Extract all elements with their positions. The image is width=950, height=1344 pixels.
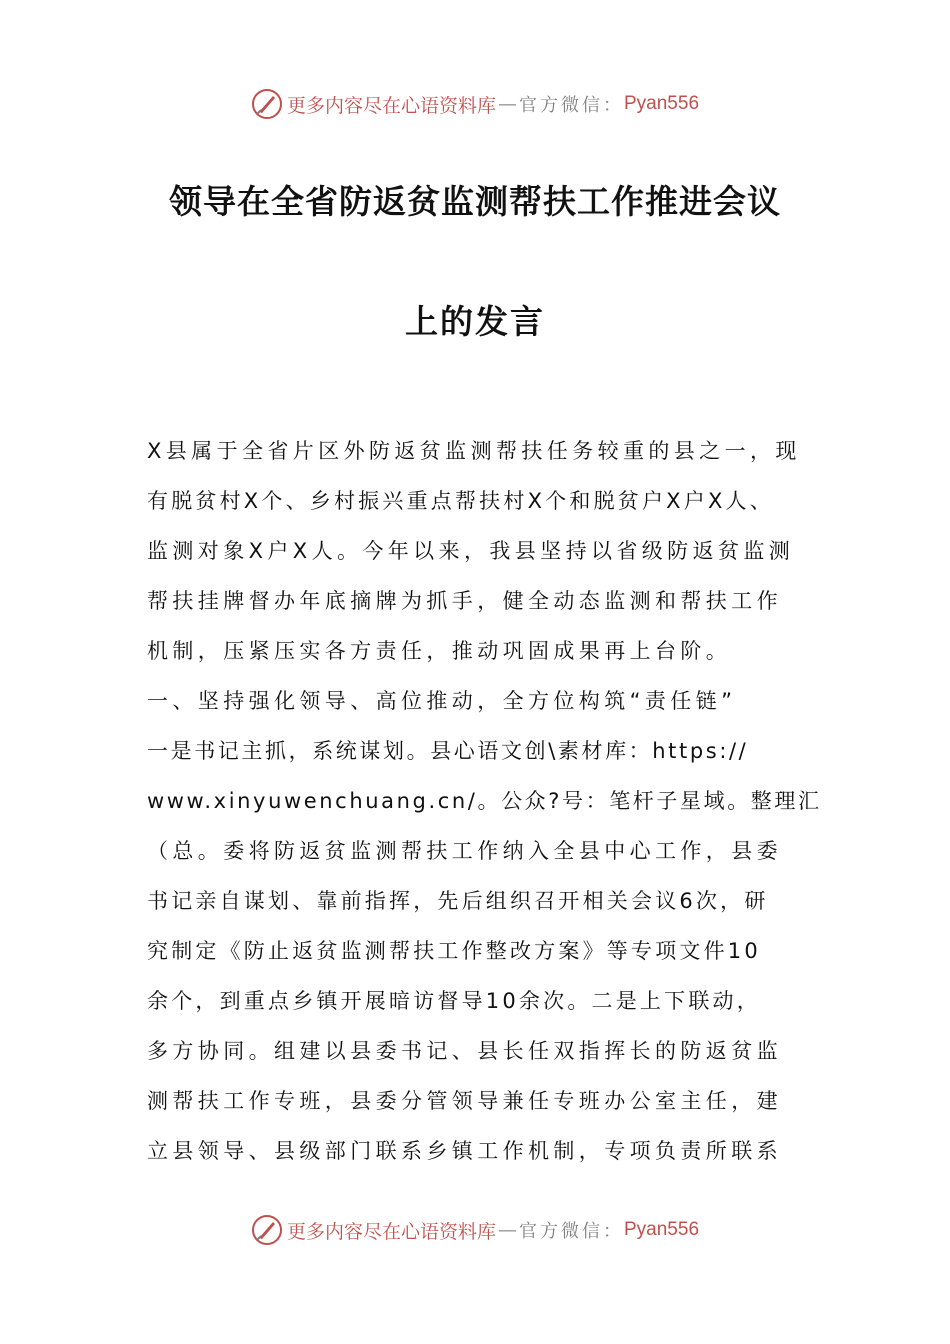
footer-watermark-banner: [0, 1210, 950, 1250]
body-line: （总。委将防返贫监测帮扶工作纳入全县中心工作，县委: [147, 839, 782, 863]
body-line: www.xinyuwenchuang.cn/。公众?号：笔杆子星域。整理汇: [147, 789, 822, 813]
body-line: 有脱贫村X个、乡村振兴重点帮扶村X个和脱贫户X户X人、: [147, 489, 774, 513]
document-title-line-2: 上的发言: [405, 302, 545, 341]
body-line: 多方协同。组建以县委书记、县长任双指挥长的防返贫监: [147, 1039, 782, 1063]
banner-dash: —: [498, 1219, 517, 1241]
body-line: 书记亲自谋划、靠前指挥，先后组织召开相关会议6次，研: [147, 889, 769, 913]
body-line: 测帮扶工作专班，县委分管领导兼任专班办公室主任，建: [147, 1089, 782, 1113]
section-heading: 一、坚持强化领导、高位推动，全方位构筑“责任链”: [147, 689, 737, 713]
banner-brand-text: 更多内容尽在心语资料库: [286, 94, 496, 117]
body-line: X县属于全省片区外防返贫监测帮扶任务较重的县之一，现: [147, 439, 801, 463]
banner-brand-text: 更多内容尽在心语资料库: [286, 1220, 496, 1243]
body-line: 监测对象X户X人。今年以来，我县坚持以省级防返贫监测: [147, 539, 795, 563]
banner-dash: —: [498, 93, 517, 115]
header-watermark-banner: [0, 84, 950, 124]
document-title-line-1: 领导在全省防返贫监测帮扶工作推进会议: [169, 182, 781, 221]
body-line: 帮扶挂牌督办年底摘牌为抓手，健全动态监测和帮扶工作: [147, 589, 782, 613]
body-line: 一是书记主抓，系统谋划。县心语文创\素材库：https://: [147, 739, 749, 763]
banner-wechat-id: Pyan556: [624, 1219, 700, 1240]
body-line: 究制定《防止返贫监测帮扶工作整改方案》等专项文件10: [147, 939, 761, 963]
body-line: 立县领导、县级部门联系乡镇工作机制，专项负责所联系: [147, 1139, 782, 1163]
quill-logo-icon: [251, 1214, 283, 1246]
banner-wechat-label: 官方微信：: [519, 95, 624, 116]
body-line: 机制，压紧压实各方责任，推动巩固成果再上台阶。: [147, 639, 732, 663]
quill-logo-icon: [251, 88, 283, 120]
banner-wechat-id: Pyan556: [624, 93, 700, 114]
body-line: 余个，到重点乡镇开展暗访督导10余次。二是上下联动，: [147, 989, 761, 1013]
banner-wechat-label: 官方微信：: [519, 1221, 624, 1242]
document-body: [147, 426, 822, 1176]
